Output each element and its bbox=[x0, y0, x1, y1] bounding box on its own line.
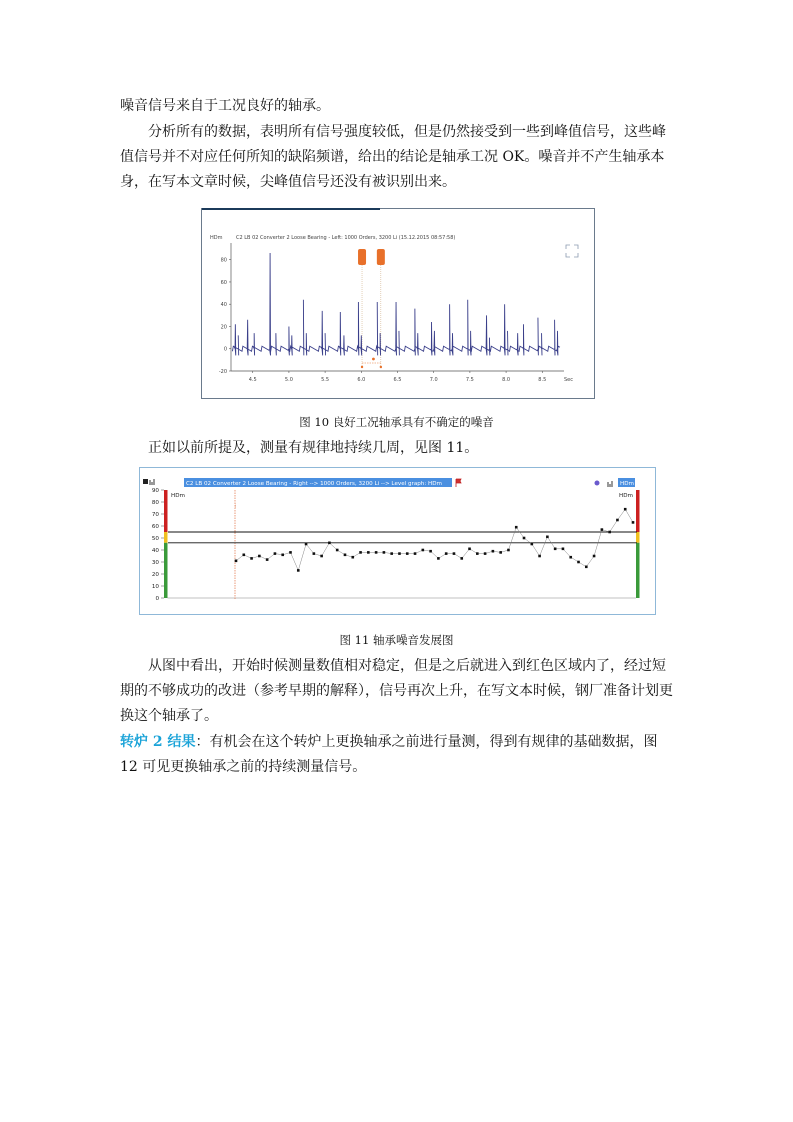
series-dot-icon bbox=[595, 481, 600, 486]
figure-11-data-point bbox=[593, 555, 596, 558]
figure-10-cursor-handle bbox=[358, 249, 366, 265]
figure-11-data-point bbox=[422, 549, 425, 552]
figure-11-zone-band-right bbox=[636, 532, 640, 543]
figure-11-y-tick-label: 10 bbox=[151, 584, 159, 590]
figure-11-y-tick-label: 30 bbox=[151, 560, 159, 566]
paragraph-2: 分析所有的数据，表明所有信号强度较低，但是仍然接受到一些到峰值信号，这些峰值信号并不对应任何所知的缺陷频谱，给出的结论是轴承工况 OK。噪音并不产生轴承本身，在写本文章时候，尖峰值信号还没有被识别出来。 bbox=[120, 124, 666, 190]
figure-10-x-tick-label: 5.0 bbox=[284, 377, 293, 383]
figure-10-x-tick-label: 7.0 bbox=[429, 377, 438, 383]
figure-11-zone-band-right bbox=[636, 543, 640, 598]
figure-11-data-point bbox=[406, 552, 409, 555]
figure-10-x-tick-label: 6.0 bbox=[357, 377, 366, 383]
legend-square-icon bbox=[143, 479, 148, 484]
paragraph-4: 从图中看出，开始时候测量数值相对稳定，但是之后就进入到红色区域内了，经过短期的不够成功的改进（参考早期的解释），信号再次上升，在写文本时候，钢厂准备计划更换这个轴承了。 bbox=[120, 658, 673, 724]
figure-11-zone-band-left bbox=[164, 490, 168, 532]
figure-11-data-point bbox=[562, 548, 565, 551]
figure-10-cursor-dot bbox=[380, 366, 382, 368]
figure-11-data-point bbox=[266, 558, 269, 561]
figure-10-x-tick-label: 4.5 bbox=[248, 377, 257, 383]
figure-11-y-tick-label: 20 bbox=[151, 572, 159, 578]
figure-11-data-point bbox=[460, 557, 463, 560]
figure-10-y-tick-label: -20 bbox=[218, 368, 227, 375]
figure-11-y-tick-label: 90 bbox=[151, 488, 159, 494]
figure-11-zone-band-left bbox=[164, 543, 168, 598]
figure-11-unit-left: HDm bbox=[171, 493, 185, 499]
figure-10-header: C2 LB 02 Converter 2 Loose Bearing - Left: 1000 Orders, 3200 Li (15.12.2015 08:57:58) bbox=[236, 235, 456, 241]
figure-11-data-point bbox=[351, 556, 354, 559]
figure-11-data-point bbox=[453, 552, 456, 555]
figure-11-data-point bbox=[468, 548, 471, 551]
figure-11-data-point bbox=[608, 531, 611, 534]
figure-10-y-tick-label: 20 bbox=[220, 324, 227, 331]
figure-10-x-tick-label: 8.0 bbox=[502, 377, 511, 383]
figure-11-event-label: ···· bbox=[234, 503, 238, 508]
figure-11-data-point bbox=[601, 528, 604, 531]
figure-10-unit: HDm bbox=[210, 235, 223, 241]
figure-11-y-tick-label: 60 bbox=[151, 524, 159, 530]
figure-11-data-point bbox=[359, 551, 362, 554]
figure-11-data-point bbox=[390, 552, 393, 555]
figure-11-data-point bbox=[367, 551, 370, 554]
figure-11-data-point bbox=[585, 566, 588, 569]
figure-11-caption: 图 11 轴承噪音发展图 bbox=[339, 633, 454, 647]
figure-10-y-tick-label: 60 bbox=[220, 279, 227, 286]
figure-11-zone-band-right bbox=[636, 490, 640, 532]
figure-10-x-tick-label: 8.5 bbox=[538, 377, 547, 383]
figure-11-y-tick-label: 40 bbox=[151, 548, 159, 554]
figure-11-data-point bbox=[546, 536, 549, 539]
figure-11-data-point bbox=[281, 554, 284, 557]
figure-10-caption: 图 10 良好工况轴承具有不确定的噪音 bbox=[299, 415, 494, 429]
figure-10-y-tick-label: 0 bbox=[223, 346, 227, 353]
figure-11-data-point bbox=[336, 549, 339, 552]
figure-11-data-point bbox=[492, 550, 495, 553]
paragraph-5 bbox=[120, 730, 673, 780]
figure-10-cursor-dot bbox=[361, 366, 363, 368]
legend-tag-label: HDm bbox=[620, 481, 634, 487]
figure-11-data-point bbox=[289, 551, 292, 554]
figure-11-data-point bbox=[235, 560, 238, 563]
figure-11-data-point bbox=[250, 557, 253, 560]
figure-11-data-point bbox=[383, 551, 386, 554]
chart-type-icon-right[interactable] bbox=[608, 481, 612, 487]
figure-11-zone-band-left bbox=[164, 532, 168, 543]
figure-11-data-point bbox=[437, 557, 440, 560]
figure-11-data-point bbox=[616, 519, 619, 522]
figure-11-data-point bbox=[632, 521, 635, 524]
figure-11-data-point bbox=[328, 542, 331, 545]
figure-11-data-point bbox=[297, 569, 300, 572]
figure-10-x-tick-label: 6.5 bbox=[393, 377, 402, 383]
figure-11-data-point bbox=[577, 561, 580, 564]
figure-10-cursor-handle bbox=[377, 249, 385, 265]
figure-11-data-point bbox=[274, 552, 277, 555]
paragraph-1: 噪音信号来自于工况良好的轴承。 bbox=[120, 98, 330, 114]
figure-11-data-point bbox=[429, 550, 432, 553]
figure-10-chart-svg bbox=[202, 209, 594, 398]
figure-10-cursor-span-dot bbox=[372, 358, 375, 361]
figure-11-y-tick-label: 50 bbox=[151, 536, 159, 542]
figure-10-x-tick-label: 7.5 bbox=[465, 377, 474, 383]
figure-11-data-point bbox=[445, 552, 448, 555]
figure-11-level-graph bbox=[139, 467, 656, 615]
figure-11-data-point bbox=[507, 549, 510, 552]
figure-10-waveform-line bbox=[232, 253, 559, 355]
figure-11-data-point bbox=[305, 543, 308, 546]
figure-11-data-point bbox=[344, 554, 347, 557]
figure-11-data-point bbox=[375, 551, 378, 554]
figure-10-y-tick-label: 80 bbox=[220, 257, 227, 264]
figure-11-header: C2 LB 02 Converter 2 Loose Bearing - Right --> 1000 Orders, 3200 Li --> Level graph: HDm bbox=[186, 481, 442, 487]
figure-11-chart-svg bbox=[140, 468, 655, 614]
figure-11-y-tick-label: 80 bbox=[151, 500, 159, 506]
paragraph-3: 正如以前所提及，测量有规律地持续几周，见图 11。 bbox=[148, 440, 479, 456]
figure-11-data-point bbox=[320, 555, 323, 558]
figure-11-data-point bbox=[476, 552, 479, 555]
figure-11-data-point bbox=[515, 526, 518, 529]
figure-11-data-point bbox=[554, 548, 557, 551]
figure-11-data-point bbox=[499, 551, 502, 554]
figure-11-data-point bbox=[569, 556, 572, 559]
figure-11-data-point bbox=[398, 552, 401, 555]
figure-10-x-tick-label: 5.5 bbox=[321, 377, 330, 383]
chart-type-icon[interactable] bbox=[150, 479, 154, 485]
expand-icon[interactable] bbox=[566, 245, 578, 257]
paragraph-5-keyword: 转炉 2 结果 bbox=[120, 734, 196, 750]
figure-11-data-point bbox=[624, 508, 627, 511]
figure-11-data-point bbox=[242, 554, 245, 557]
figure-11-data-point bbox=[414, 552, 417, 555]
figure-10-y-tick-label: 40 bbox=[220, 302, 227, 309]
figure-11-data-point bbox=[523, 537, 526, 540]
figure-10-waveform bbox=[201, 208, 595, 399]
figure-11-data-point bbox=[313, 552, 316, 555]
figure-11-data-point bbox=[531, 543, 534, 546]
paragraph-5-text: ：有机会在这个转炉上更换轴承之前进行量测，得到有规律的基础数据，图 12 可见更换轴承之前的持续测量信号。 bbox=[120, 734, 658, 775]
figure-11-data-point bbox=[538, 555, 541, 558]
flag-icon[interactable] bbox=[456, 479, 461, 487]
figure-11-unit-right: HDm bbox=[619, 493, 633, 499]
figure-11-y-tick-label: 70 bbox=[151, 512, 159, 518]
figure-11-data-point bbox=[484, 552, 487, 555]
figure-10-xlabel: Sec bbox=[564, 377, 573, 383]
figure-11-trend-line bbox=[236, 509, 633, 570]
figure-11-data-point bbox=[258, 555, 261, 558]
figure-11-y-tick-label: 0 bbox=[155, 596, 159, 602]
